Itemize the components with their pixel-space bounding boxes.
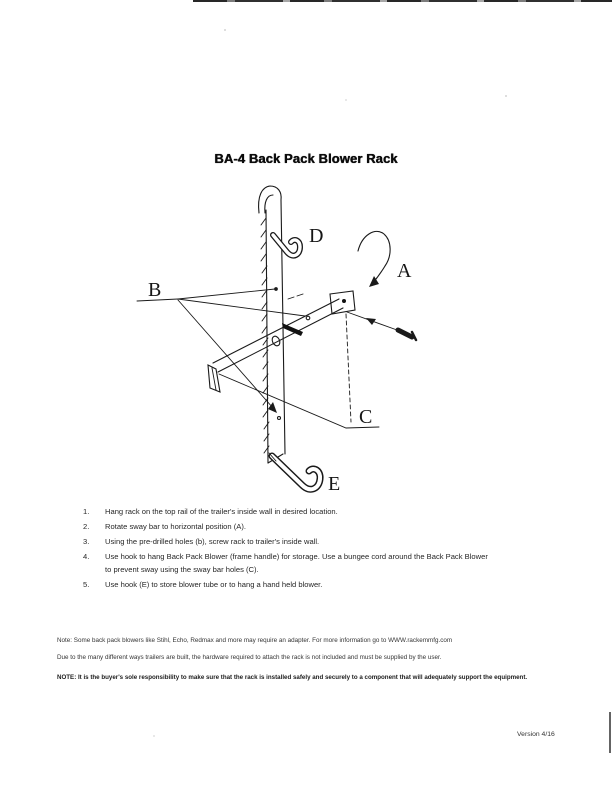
pivot-bolt (342, 299, 346, 303)
sway-bar-hole (306, 316, 310, 320)
sway-bar-end-plate-line (212, 368, 216, 390)
scan-speck (345, 99, 347, 101)
scan-artifact-right-edge (609, 712, 611, 753)
instruction-step-4 (83, 550, 503, 577)
hardware-note: Due to the many different ways trailers are built, the hardware required to attach the rack is not included and must be supplied by the user. (57, 654, 442, 661)
hook-d (273, 235, 300, 256)
scan-speck (505, 95, 507, 97)
callout-b-line-lower-hole (178, 300, 273, 408)
sway-bar-top-edge (213, 299, 339, 363)
instruction-step-5 (83, 578, 503, 591)
diagram-label-a: A (397, 260, 412, 282)
rotation-arrow (358, 231, 390, 287)
hook-e (269, 453, 320, 489)
step-text: Use hook (E) to store blower tube or to hang a hand held blower. (105, 580, 323, 590)
scan-speck (153, 735, 155, 737)
scan-artifact-top-edge (193, 0, 612, 2)
step-number: 1. (83, 507, 90, 516)
version-text: Version 4/16 (517, 731, 555, 738)
scan-speck (224, 29, 226, 31)
callout-c-leader (219, 374, 379, 428)
vertical-rail (259, 186, 285, 463)
pivot-bracket (330, 291, 355, 314)
step-text: Rotate sway bar to horizontal position (A). (105, 521, 246, 531)
instruction-step-2 (83, 520, 503, 533)
sway-bar-bottom-edge (218, 308, 343, 372)
callout-c-dashed-line (346, 314, 351, 422)
page-title: BA-4 Back Pack Blower Rack (214, 151, 398, 166)
hook-e-tube-fill (272, 456, 320, 489)
step-number: 4. (83, 551, 90, 561)
alignment-dashes (288, 294, 303, 299)
step-text: Using the pre-drilled holes (b), screw rack to trailer's inside wall. (105, 536, 320, 546)
screw-body (398, 330, 412, 337)
rack-assembly-diagram (125, 180, 445, 500)
callout-b-line-bar-hole (178, 299, 305, 316)
diagram-label-b: B (148, 279, 162, 301)
step-number: 3. (83, 536, 90, 546)
rail-hole-lower (278, 417, 281, 420)
diagram-label-c: C (359, 406, 373, 428)
step-number: 5. (83, 580, 90, 590)
callout-b-lines (137, 289, 305, 413)
diagram-label-e: E (328, 473, 341, 495)
rail-top-hook-outer (259, 186, 282, 213)
instruction-step-1 (83, 505, 503, 518)
step-text: Use hook to hang Back Pack Blower (frame handle) for storage. Use a bungee cord around the Back Pack Blower to prevent sway using the sway bar holes (C). (105, 551, 488, 575)
instruction-list (83, 505, 503, 593)
adapter-note: Note: Some back pack blowers like Stihl, Echo, Redmax and more may require an adapter. For more information go to WWW.rackemmfg.com (57, 637, 453, 644)
step-text: Hang rack on the top rail of the trailer's inside wall in desired location. (105, 507, 338, 516)
callout-b-line-upper-hole (178, 289, 275, 299)
step-number: 2. (83, 521, 90, 531)
instruction-step-3 (83, 535, 503, 548)
disclaimer-note: NOTE: It is the buyer's sole responsibility to make sure that the rack is installed safely and securely to a component that will adequately support the equipment. (57, 674, 528, 681)
diagram-label-d: D (309, 225, 324, 247)
mounting-screw (347, 312, 416, 340)
